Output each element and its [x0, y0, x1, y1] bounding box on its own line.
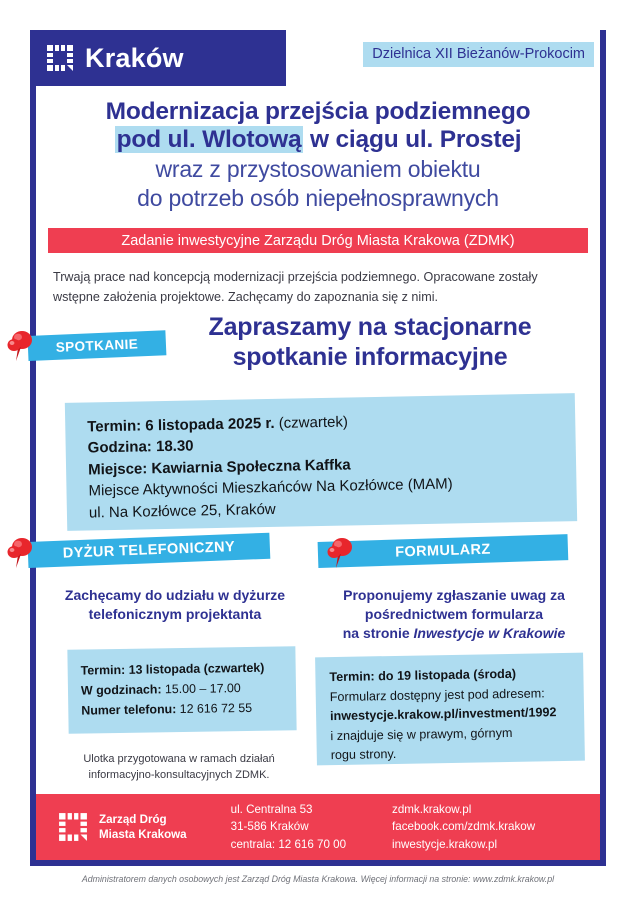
meeting-detail-godzina-value: 18.30: [151, 437, 194, 456]
page-title: [36, 98, 600, 213]
form-details-box: [315, 653, 585, 766]
phone-duty-row-number-label: Numer telefonu:: [81, 702, 177, 718]
ribbon-dyzur-telefoniczny: DYŻUR TELEFONICZNY: [28, 533, 271, 568]
phone-duty-row-number-value: 12 616 72 55: [176, 701, 253, 717]
phone-duty-row-hours-value: 15.00 – 17.00: [161, 681, 241, 697]
pushpin-icon: [325, 535, 357, 571]
phone-duty-row-termin: [81, 657, 296, 680]
phone-duty-row-hours-label: W godzinach:: [80, 682, 162, 698]
form-lead-line-3-prefix: na stronie: [342, 624, 414, 641]
legal-notice: Administratorem danych osobowych jest Zarząd Dróg Miasta Krakowa. Więcej informacji na stronie: www.zdmk.krakow.pl: [81, 874, 555, 884]
meeting-detail-miejsce-label: Miejsce:: [87, 460, 148, 479]
form-lead-line-3: [318, 624, 590, 643]
phone-duty-row-termin-value: 13 listopada (czwartek): [125, 660, 265, 677]
investment-banner: Zadanie inwestycyjne Zarządu Dróg Miasta Krakowa (ZDMK): [48, 228, 588, 253]
phone-duty-lead: [44, 586, 306, 624]
zdmk-logo-icon: [58, 812, 88, 842]
form-lead: [318, 586, 590, 643]
district-badge: Dzielnica XII Bieżanów-Prokocim: [363, 42, 594, 67]
footer-address-line-2: 31-586 Kraków: [230, 820, 309, 834]
pushpin-icon: [5, 328, 37, 364]
footer-org-line-1: Zarząd Dróg: [99, 812, 167, 826]
meeting-detail-termin-value: 6 listopada 2025 r.: [141, 414, 275, 435]
meeting-detail-miejsce-value: Kawiarnia Społeczna Kaffka: [147, 456, 351, 478]
meeting-heading-line-1: Zapraszamy na stacjonarne: [208, 313, 532, 341]
header-brand-block: [30, 30, 286, 86]
footer-address: [231, 801, 346, 853]
form-location-line-2: rogu strony.: [330, 747, 397, 763]
meeting-details-box: [65, 393, 577, 531]
title-highlight-street: pod ul. Wlotową: [116, 125, 302, 153]
phone-duty-lead-line-2: telefonicznym projektanta: [88, 605, 262, 622]
meeting-venue-line-2: ul. Na Kozłówce 25, Kraków: [88, 500, 276, 522]
meeting-detail-termin-extra: (czwartek): [274, 413, 349, 432]
footer-web-zdmk[interactable]: zdmk.krakow.pl: [392, 802, 472, 816]
form-deadline-label: Termin:: [329, 669, 375, 685]
title-subline-1: wraz z przystosowaniem obiektu: [155, 155, 481, 182]
form-url[interactable]: inwestycje.krakow.pl/investment/1992: [329, 705, 557, 724]
title-line-2: [36, 126, 600, 154]
krakow-wordmark: Kraków: [85, 42, 184, 73]
form-deadline-value: do 19 listopada (środa): [374, 666, 517, 684]
form-availability-text: Formularz dostępny jest pod adresem:: [329, 685, 545, 704]
meeting-detail-godzina-label: Godzina:: [87, 438, 153, 457]
form-lead-line-2: pośrednictwem formularza: [364, 605, 544, 622]
form-lead-line-1: Proponujemy zgłaszanie uwag za: [343, 587, 565, 603]
meeting-heading-line-2: spotkanie informacyjne: [232, 343, 508, 371]
form-location-line-1: i znajduje się w prawym, górnym: [330, 725, 513, 743]
footer-address-line-3: centrala: 12 616 70 00: [230, 837, 347, 851]
footer-web-facebook[interactable]: facebook.com/zdmk.krakow: [392, 820, 536, 834]
ribbon-spotkanie: SPOTKANIE: [27, 330, 166, 361]
meeting-venue-line-1: Miejsce Aktywności Mieszkańców Na Kozłówce (MAM): [88, 475, 453, 500]
footer-org-name: [99, 812, 187, 843]
footer-address-line-1: ul. Centralna 53: [230, 802, 313, 816]
poster-frame-bottom-bar: [30, 860, 606, 866]
title-line-1: Modernizacja przejścia podziemnego: [105, 98, 531, 125]
phone-duty-lead-line-1: Zachęcamy do udziału w dyżurze: [64, 587, 286, 603]
footer-org-line-2: Miasta Krakowa: [99, 828, 187, 841]
phone-duty-row-number: [81, 697, 296, 720]
meeting-detail-termin-label: Termin:: [87, 417, 142, 436]
footer-web-links: [392, 801, 535, 853]
leaflet-note-line-1: Ulotka przygotowana w ramach działań: [83, 753, 275, 765]
phone-duty-details-box: [67, 646, 296, 734]
leaflet-note-line-2: informacyjno-konsultacyjnych ZDMK.: [88, 768, 270, 781]
meeting-heading: [150, 312, 590, 372]
leaflet-note: [54, 752, 304, 784]
form-lead-portal-name: Inwestycje w Krakowie: [413, 624, 566, 641]
footer-bar: [36, 794, 600, 860]
ribbon-formularz: FORMULARZ: [318, 534, 569, 568]
footer-web-inwestycje[interactable]: inwestycje.krakow.pl: [392, 837, 498, 851]
intro-paragraph: Trwają prace nad koncepcją modernizacji przejścia podziemnego. Opracowane zostały wstępne założenia projektowe. Zachęcamy do zapoznania się z nimi.: [53, 270, 538, 304]
krakow-city-logo-icon: [46, 44, 74, 72]
pushpin-icon: [5, 535, 37, 571]
phone-duty-row-termin-label: Termin:: [80, 662, 126, 678]
title-subline-2: do potrzeb osób niepełnosprawnych: [137, 185, 499, 212]
title-line-2-rest: w ciągu ul. Prostej: [303, 125, 522, 153]
